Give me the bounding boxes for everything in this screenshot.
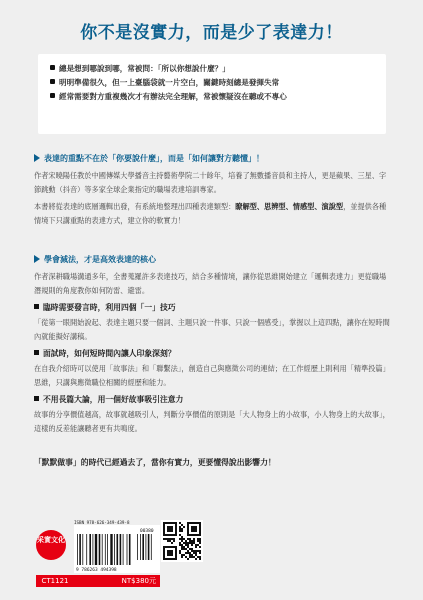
qr-module — [191, 544, 193, 546]
barcode-bar — [107, 534, 108, 565]
barcode-bar — [86, 534, 87, 565]
qr-module — [189, 542, 191, 544]
pain-point-text: 總是想到哪說到哪，常被問：「所以你想說什麼？」 — [59, 64, 230, 73]
tip-title-text: 臨時需要發言時，利用四個「一」技巧 — [43, 303, 176, 312]
barcode-addon: 00380 — [140, 529, 154, 534]
qr-module — [187, 558, 189, 560]
qr-module — [179, 526, 181, 528]
qr-module — [191, 542, 193, 544]
barcode-bar — [120, 534, 122, 565]
qr-module — [185, 544, 187, 546]
barcode-bar — [140, 534, 141, 560]
qr-module — [163, 538, 165, 540]
isbn-label: ISBN 978-626-349-439-8 — [74, 520, 130, 525]
qr-module — [167, 540, 169, 542]
qr-module — [167, 538, 169, 540]
qr-module — [179, 544, 181, 546]
qr-module — [181, 524, 183, 526]
qr-module — [195, 544, 197, 546]
qr-module — [169, 538, 171, 540]
barcode-bar — [142, 534, 144, 560]
qr-module — [185, 552, 187, 554]
qr-module — [181, 540, 183, 542]
book-paragraph — [34, 200, 390, 228]
qr-module — [183, 548, 185, 550]
qr-module — [183, 538, 185, 540]
pain-points-list — [38, 54, 386, 104]
qr-module — [169, 540, 171, 542]
qr-module — [171, 542, 173, 544]
qr-module — [179, 542, 181, 544]
pain-point-item — [50, 62, 376, 76]
triangle-bullet-icon — [34, 154, 40, 162]
barcode-bar — [127, 534, 128, 565]
qr-module — [167, 526, 173, 532]
qr-module — [167, 550, 173, 556]
qr-module — [183, 542, 185, 544]
qr-module — [185, 556, 187, 558]
barcode-bar — [93, 534, 94, 565]
publisher-logo — [36, 530, 66, 560]
qr-module — [187, 552, 189, 554]
qr-module — [187, 550, 189, 552]
qr-module — [189, 538, 191, 540]
barcode-bar — [123, 534, 124, 565]
qr-module — [191, 550, 193, 552]
isbn-barcode — [74, 520, 160, 576]
barcode-bar — [151, 534, 152, 560]
qr-module — [183, 546, 185, 548]
isbn-digits: 9 786263 494398 — [76, 568, 117, 573]
paragraph-text: 本書將從表達的底層邏輯出發，有系統地整理出四種表達類型： — [34, 202, 236, 211]
qr-module — [195, 546, 197, 548]
square-bullet-icon — [34, 350, 39, 355]
qr-module — [191, 554, 193, 556]
barcode-bar — [95, 534, 97, 565]
qr-module — [187, 538, 189, 540]
qr-module — [191, 548, 193, 550]
qr-module — [181, 556, 183, 558]
barcode-bar — [146, 534, 147, 560]
qr-module — [195, 558, 197, 560]
qr-module — [191, 526, 197, 532]
qr-module — [171, 538, 173, 540]
price-tag: NT$380元 — [74, 575, 160, 587]
section-title-text: 學會減法，才是高效表達的核心 — [44, 255, 156, 264]
qr-module — [197, 544, 199, 546]
qr-module — [193, 540, 195, 542]
qr-module — [199, 556, 201, 558]
square-bullet-icon — [50, 79, 55, 84]
qr-module — [199, 542, 201, 544]
qr-module — [189, 552, 191, 554]
closing-statement: 「默默做事」的時代已經過去了，當你有實力，更要懂得說出影響力！ — [34, 458, 276, 467]
qr-module — [173, 538, 175, 540]
qr-module — [179, 538, 181, 540]
section-subtraction — [34, 254, 390, 439]
qr-module — [185, 548, 187, 550]
qr-module — [191, 540, 193, 542]
barcode-bar — [129, 534, 131, 565]
qr-module — [193, 542, 195, 544]
qr-module — [193, 538, 195, 540]
barcode-bar — [114, 534, 115, 565]
headline: 你不是沒實力，而是少了表達力！ — [80, 23, 343, 43]
section-title-text: 表達的重點不在於「你要說什麼」，而是「如何讓對方聽懂」！ — [44, 154, 264, 163]
qr-module — [181, 548, 183, 550]
barcode-bar — [137, 534, 138, 560]
qr-module — [189, 548, 191, 550]
barcode-bar — [110, 534, 112, 565]
square-bullet-icon — [50, 65, 55, 70]
barcode-bar — [89, 534, 91, 565]
qr-module — [189, 554, 191, 556]
qr-module — [197, 556, 199, 558]
section-title — [34, 153, 390, 164]
pain-point-item — [50, 76, 376, 90]
pain-point-text: 明明準備很久，但一上臺腦袋就一片空白，關鍵時刻總是發揮失常 — [59, 78, 280, 87]
tip-title — [34, 394, 390, 405]
qr-module — [185, 542, 187, 544]
qr-module — [189, 540, 191, 542]
qr-module — [181, 538, 183, 540]
qr-module — [181, 536, 183, 538]
qr-module — [197, 550, 199, 552]
qr-module — [195, 552, 197, 554]
qr-module — [197, 540, 199, 542]
expression-types: 瞭解型、思辨型、情感型、演說型 — [235, 202, 344, 211]
barcode-bar — [148, 534, 150, 560]
paragraph-text: ，並提供各種情境下只講重點的表達方式，建立你的軟實力！ — [34, 202, 387, 225]
qr-module — [199, 546, 201, 548]
qr-module — [187, 544, 189, 546]
square-bullet-icon — [50, 93, 55, 98]
barcode-bar — [105, 534, 106, 565]
qr-module — [199, 550, 201, 552]
tip-title — [34, 348, 390, 359]
barcode-bar — [99, 534, 101, 565]
barcode-bar — [117, 534, 119, 565]
qr-module — [181, 546, 183, 548]
author-paragraph: 作者宋曉陽任教於中國傳媒大學播音主持藝術學院二十餘年，培養了無數播音員和主持人，更是蘋果、三星、字節跳動（抖音）等多家全球企業指定的職場表達培訓專家。 — [34, 171, 387, 194]
qr-module — [183, 526, 185, 528]
qr-module — [173, 540, 175, 542]
qr-module — [187, 546, 189, 548]
tip-title-text: 不用長篇大論，用一個好故事吸引注意力 — [43, 395, 184, 404]
tip-body: 在自我介紹時可以使用「故事法」和「聯繫法」，創造自己與應徵公司的連結；在工作經歷上則利用「精準投篇」思維，只講與應徵職位相關的經歷和能力。 — [34, 364, 390, 387]
qr-module — [193, 556, 195, 558]
tip-title-text: 面試時，如何短時間內讓人印象深刻？ — [43, 349, 176, 358]
qr-module — [179, 528, 181, 530]
triangle-bullet-icon — [34, 255, 40, 263]
qr-module — [199, 552, 201, 554]
qr-module — [179, 552, 181, 554]
qr-module — [165, 538, 167, 540]
book-code: CT1121 — [36, 575, 74, 587]
publisher-logo-text: 采實文化 — [37, 536, 65, 544]
square-bullet-icon — [34, 304, 39, 309]
qr-module — [197, 538, 199, 540]
qr-module — [179, 550, 181, 552]
qr-module — [181, 554, 183, 556]
tip-title — [34, 302, 390, 313]
qr-module — [181, 530, 183, 532]
qr-module — [193, 552, 195, 554]
qr-module — [179, 530, 181, 532]
qr-module — [191, 556, 193, 558]
qr-module — [181, 544, 183, 546]
section-paragraph: 作者深耕職場溝通多年，全書蒐羅許多表達技巧，結合多種情境，讓你從思維開始建立「邏輯表達力」更從職場潛規則的角度教你如何防雷、避雷。 — [34, 272, 387, 295]
barcode-bar — [102, 534, 103, 565]
qr-module — [187, 542, 189, 544]
qr-module — [183, 554, 185, 556]
qr-module — [199, 558, 201, 560]
square-bullet-icon — [34, 396, 39, 401]
qr-module — [179, 534, 181, 536]
qr-module — [193, 550, 195, 552]
qr-module — [195, 550, 197, 552]
barcode-bar — [77, 534, 78, 565]
qr-module — [189, 556, 191, 558]
qr-module — [181, 528, 183, 530]
qr-module — [195, 554, 197, 556]
tip-body: 故事的分享價值越高，故事就越吸引人，判斷分享價值的原則是「大人物身上的小故事，小人物身上的大故事」，這樣的反差能讓聽者更有共鳴度。 — [34, 410, 390, 433]
section-author — [34, 153, 390, 231]
tip-body: 「從第一眼開始說起、表達主題只要一個詞、主題只說一件事、只說一個感受」，掌握以上這四點，讓你在短時間內就能擬好講稿。 — [34, 318, 390, 341]
pain-point-text: 經常需要對方重複幾次才有辦法完全理解，常被懷疑沒在聽或不專心 — [59, 92, 287, 101]
barcode-bar — [82, 534, 83, 565]
barcode-graphic — [74, 525, 160, 573]
pain-point-item — [50, 90, 376, 104]
qr-module — [179, 522, 181, 524]
qr-module — [185, 540, 187, 542]
barcode-bar — [79, 534, 81, 565]
qr-module — [199, 540, 201, 542]
pain-points-box — [38, 54, 386, 134]
qr-code — [161, 520, 203, 562]
section-title — [34, 254, 390, 265]
qr-module — [199, 538, 201, 540]
